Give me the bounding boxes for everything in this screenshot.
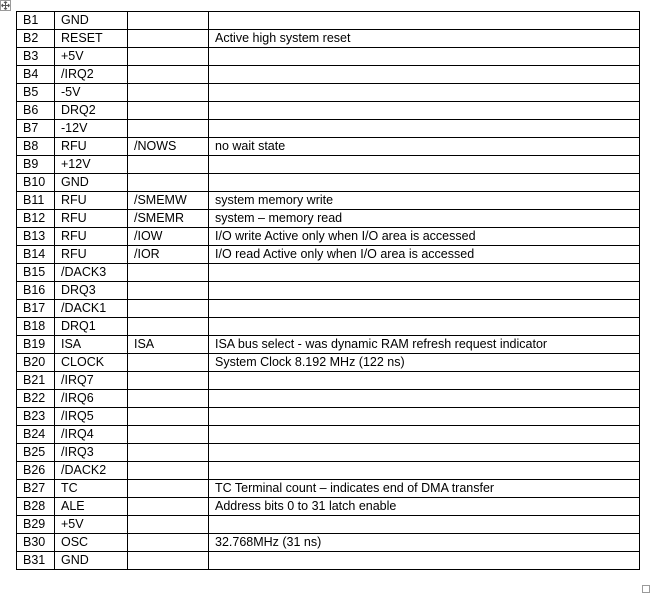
signal-cell[interactable]: GND (55, 552, 128, 570)
alt-signal-cell[interactable] (128, 174, 209, 192)
table-row (17, 30, 640, 48)
alt-signal-cell[interactable] (128, 300, 209, 318)
table-row (17, 102, 640, 120)
description-cell[interactable]: no wait state (209, 138, 640, 156)
table-row (17, 48, 640, 66)
alt-signal-cell[interactable]: /IOW (128, 228, 209, 246)
description-cell[interactable] (209, 264, 640, 282)
signal-cell[interactable]: /IRQ3 (55, 444, 128, 462)
pin-cell[interactable]: B29 (17, 516, 55, 534)
pin-cell[interactable]: B10 (17, 174, 55, 192)
signal-cell[interactable]: +5V (55, 48, 128, 66)
alt-signal-cell[interactable]: /NOWS (128, 138, 209, 156)
signal-cell[interactable]: /IRQ2 (55, 66, 128, 84)
description-cell[interactable]: Address bits 0 to 31 latch enable (209, 498, 640, 516)
description-cell[interactable] (209, 408, 640, 426)
description-cell[interactable] (209, 516, 640, 534)
alt-signal-cell[interactable] (128, 48, 209, 66)
table-row (17, 462, 640, 480)
alt-signal-cell[interactable] (128, 408, 209, 426)
pin-cell[interactable]: B11 (17, 192, 55, 210)
pin-cell[interactable]: B16 (17, 282, 55, 300)
pinout-table (16, 11, 640, 570)
alt-signal-cell[interactable] (128, 66, 209, 84)
description-cell[interactable]: ISA bus select - was dynamic RAM refresh request indicator (209, 336, 640, 354)
description-cell[interactable] (209, 12, 640, 30)
signal-cell[interactable]: RFU (55, 210, 128, 228)
pin-cell[interactable]: B28 (17, 498, 55, 516)
pin-cell[interactable]: B6 (17, 102, 55, 120)
pin-cell[interactable]: B17 (17, 300, 55, 318)
table-row (17, 426, 640, 444)
signal-cell[interactable]: DRQ3 (55, 282, 128, 300)
signal-cell[interactable]: GND (55, 174, 128, 192)
description-cell[interactable] (209, 84, 640, 102)
alt-signal-cell[interactable] (128, 480, 209, 498)
alt-signal-cell[interactable] (128, 282, 209, 300)
signal-cell[interactable]: CLOCK (55, 354, 128, 372)
alt-signal-cell[interactable] (128, 84, 209, 102)
signal-cell[interactable]: DRQ1 (55, 318, 128, 336)
pin-cell[interactable]: B30 (17, 534, 55, 552)
pin-cell[interactable]: B5 (17, 84, 55, 102)
pin-cell[interactable]: B23 (17, 408, 55, 426)
alt-signal-cell[interactable] (128, 102, 209, 120)
signal-cell[interactable]: RFU (55, 192, 128, 210)
table-row (17, 444, 640, 462)
table-row (17, 318, 640, 336)
description-cell[interactable] (209, 48, 640, 66)
table-move-handle-icon[interactable] (0, 0, 11, 11)
description-cell[interactable]: system memory write (209, 192, 640, 210)
description-cell[interactable]: System Clock 8.192 MHz (122 ns) (209, 354, 640, 372)
description-cell[interactable] (209, 426, 640, 444)
pin-cell[interactable]: B21 (17, 372, 55, 390)
pin-cell[interactable]: B8 (17, 138, 55, 156)
pin-cell[interactable]: B26 (17, 462, 55, 480)
alt-signal-cell[interactable] (128, 318, 209, 336)
signal-cell[interactable]: RFU (55, 138, 128, 156)
signal-cell[interactable]: ALE (55, 498, 128, 516)
description-cell[interactable] (209, 66, 640, 84)
table-row (17, 390, 640, 408)
table-row (17, 120, 640, 138)
description-cell[interactable] (209, 318, 640, 336)
signal-cell[interactable]: /IRQ4 (55, 426, 128, 444)
description-cell[interactable] (209, 156, 640, 174)
description-cell[interactable]: TC Terminal count – indicates end of DMA transfer (209, 480, 640, 498)
alt-signal-cell[interactable]: /IOR (128, 246, 209, 264)
signal-cell[interactable]: RESET (55, 30, 128, 48)
signal-cell[interactable]: TC (55, 480, 128, 498)
description-cell[interactable]: I/O read Active only when I/O area is accessed (209, 246, 640, 264)
table-row (17, 246, 640, 264)
table-row (17, 156, 640, 174)
table-row (17, 282, 640, 300)
signal-cell[interactable]: -5V (55, 84, 128, 102)
alt-signal-cell[interactable] (128, 372, 209, 390)
pin-cell[interactable]: B1 (17, 12, 55, 30)
description-cell[interactable] (209, 300, 640, 318)
pin-cell[interactable]: B20 (17, 354, 55, 372)
description-cell[interactable] (209, 372, 640, 390)
table-row (17, 300, 640, 318)
signal-cell[interactable]: /DACK3 (55, 264, 128, 282)
table-row (17, 138, 640, 156)
pin-cell[interactable]: B15 (17, 264, 55, 282)
signal-cell[interactable]: -12V (55, 120, 128, 138)
pin-cell[interactable]: B14 (17, 246, 55, 264)
alt-signal-cell[interactable] (128, 534, 209, 552)
description-cell[interactable]: 32.768MHz (31 ns) (209, 534, 640, 552)
description-cell[interactable] (209, 390, 640, 408)
pin-cell[interactable]: B13 (17, 228, 55, 246)
signal-cell[interactable]: OSC (55, 534, 128, 552)
table-row (17, 408, 640, 426)
alt-signal-cell[interactable] (128, 354, 209, 372)
description-cell[interactable]: I/O write Active only when I/O area is accessed (209, 228, 640, 246)
pin-cell[interactable]: B31 (17, 552, 55, 570)
description-cell[interactable] (209, 552, 640, 570)
pin-cell[interactable]: B9 (17, 156, 55, 174)
table-row (17, 372, 640, 390)
table-row (17, 336, 640, 354)
signal-cell[interactable]: GND (55, 12, 128, 30)
signal-cell[interactable]: /DACK1 (55, 300, 128, 318)
alt-signal-cell[interactable]: ISA (128, 336, 209, 354)
alt-signal-cell[interactable] (128, 12, 209, 30)
alt-signal-cell[interactable] (128, 516, 209, 534)
signal-cell[interactable]: +12V (55, 156, 128, 174)
table-row (17, 174, 640, 192)
table-row (17, 66, 640, 84)
pin-cell[interactable]: B19 (17, 336, 55, 354)
pin-cell[interactable]: B3 (17, 48, 55, 66)
description-cell[interactable] (209, 462, 640, 480)
alt-signal-cell[interactable] (128, 30, 209, 48)
description-cell[interactable] (209, 174, 640, 192)
table-row (17, 210, 640, 228)
pin-cell[interactable]: B2 (17, 30, 55, 48)
pin-cell[interactable]: B22 (17, 390, 55, 408)
alt-signal-cell[interactable]: /SMEMW (128, 192, 209, 210)
description-cell[interactable] (209, 444, 640, 462)
signal-cell[interactable]: ISA (55, 336, 128, 354)
alt-signal-cell[interactable] (128, 156, 209, 174)
signal-cell[interactable]: /IRQ5 (55, 408, 128, 426)
table-resize-handle-icon[interactable] (642, 585, 650, 593)
signal-cell[interactable]: +5V (55, 516, 128, 534)
description-cell[interactable] (209, 120, 640, 138)
signal-cell[interactable]: /IRQ7 (55, 372, 128, 390)
alt-signal-cell[interactable] (128, 120, 209, 138)
description-cell[interactable] (209, 102, 640, 120)
table-row (17, 516, 640, 534)
alt-signal-cell[interactable] (128, 462, 209, 480)
table-row (17, 264, 640, 282)
alt-signal-cell[interactable] (128, 552, 209, 570)
pin-cell[interactable]: B27 (17, 480, 55, 498)
table-row (17, 84, 640, 102)
alt-signal-cell[interactable] (128, 498, 209, 516)
table-row (17, 480, 640, 498)
alt-signal-cell[interactable] (128, 444, 209, 462)
description-cell[interactable] (209, 282, 640, 300)
table-row (17, 498, 640, 516)
description-cell[interactable]: system – memory read (209, 210, 640, 228)
signal-cell[interactable]: RFU (55, 228, 128, 246)
alt-signal-cell[interactable] (128, 390, 209, 408)
alt-signal-cell[interactable] (128, 426, 209, 444)
alt-signal-cell[interactable]: /SMEMR (128, 210, 209, 228)
description-cell[interactable]: Active high system reset (209, 30, 640, 48)
table-row (17, 354, 640, 372)
signal-cell[interactable]: /IRQ6 (55, 390, 128, 408)
table-row (17, 192, 640, 210)
signal-cell[interactable]: /DACK2 (55, 462, 128, 480)
table-row (17, 552, 640, 570)
table-row (17, 12, 640, 30)
alt-signal-cell[interactable] (128, 264, 209, 282)
signal-cell[interactable]: DRQ2 (55, 102, 128, 120)
pinout-table-body (17, 12, 640, 570)
pin-cell[interactable]: B12 (17, 210, 55, 228)
pin-cell[interactable]: B25 (17, 444, 55, 462)
table-row (17, 534, 640, 552)
pin-cell[interactable]: B7 (17, 120, 55, 138)
pin-cell[interactable]: B4 (17, 66, 55, 84)
signal-cell[interactable]: RFU (55, 246, 128, 264)
pin-cell[interactable]: B18 (17, 318, 55, 336)
table-row (17, 228, 640, 246)
pin-cell[interactable]: B24 (17, 426, 55, 444)
